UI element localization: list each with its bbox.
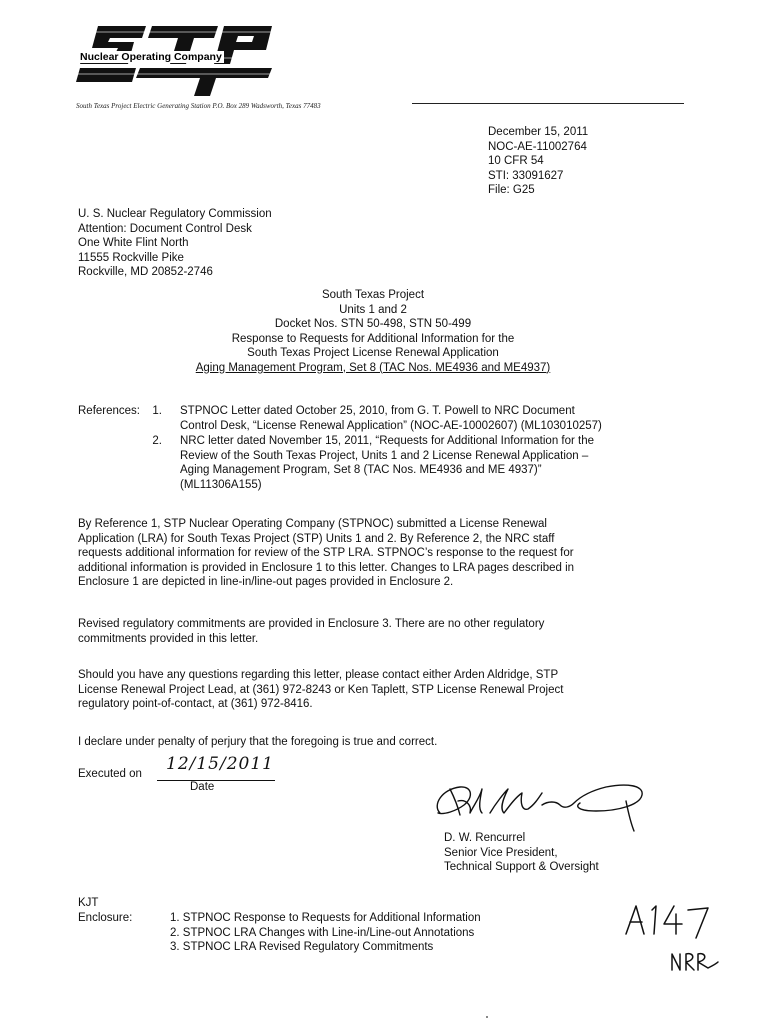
subject-line-underlined: Aging Management Program, Set 8 (TAC Nos. ME4936 and ME4937) [195, 361, 551, 374]
cfr-reference: 10 CFR 54 [488, 155, 544, 167]
letterhead-address: South Texas Project Electric Generating Station P.O. Box 289 Wadsworth, Texas 77483 [76, 102, 321, 110]
addressee-line: One White Flint North [78, 237, 189, 249]
handwritten-date: 12/15/2011 [166, 754, 274, 774]
references-label: References: [78, 405, 141, 417]
reference-line: NRC letter dated November 15, 2011, “Requests for Additional Information for the [180, 435, 595, 447]
sti-number: STI: 33091627 [488, 169, 564, 182]
document-meta [488, 125, 588, 198]
date-underline [157, 780, 275, 781]
paragraph-line: commitments provided in this letter. [78, 632, 259, 645]
doc-number: NOC-AE-11002764 [488, 140, 587, 153]
subject-line: South Texas Project License Renewal Application [247, 347, 499, 359]
typist-initials: KJT [78, 897, 99, 909]
enclosure-item: 1. STPNOC Response to Requests for Additional Information [170, 912, 481, 924]
paragraph-line: additional information is provided in Enclosure 1 to this letter. Changes to LRA pages described in [78, 561, 575, 574]
signatory-name: D. W. Rencurrel [444, 832, 526, 844]
scan-artifact [486, 1016, 488, 1018]
reference-line: Aging Management Program, Set 8 (TAC Nos. ME4936 and ME 4937)” [180, 464, 542, 476]
body-paragraph [78, 617, 690, 646]
paragraph-line: Application (LRA) for South Texas Project (STP) Units 1 and 2. By Reference 2, the NRC staff [78, 532, 555, 545]
signatory-title: Technical Support & Oversight [444, 861, 599, 873]
signatory-title: Senior Vice President, [444, 846, 558, 859]
paragraph-line: License Renewal Project Lead, at (361) 972-8243 or Ken Taplett, STP License Renewal Project [78, 683, 564, 696]
reference-line: Control Desk, “License Renewal Application” (NOC-AE-10002607) (ML103010257) [180, 419, 602, 432]
reference-line: Review of the South Texas Project, Units 1 and 2 License Renewal Application – [180, 449, 589, 462]
handwritten-signature [430, 775, 660, 835]
date-caption: Date [190, 781, 215, 793]
executed-label: Executed on [78, 768, 142, 780]
enclosure-list [170, 911, 481, 955]
subject-line: South Texas Project [321, 289, 425, 301]
paragraph-line: By Reference 1, STP Nuclear Operating Company (STPNOC) submitted a License Renewal [78, 518, 547, 530]
declaration-paragraph: I declare under penalty of perjury that the foregoing is true and correct. [78, 736, 438, 748]
subject-line: Docket Nos. STN 50-498, STN 50-499 [274, 318, 472, 330]
subject-line: Units 1 and 2 [339, 303, 407, 316]
letter-date: December 15, 2011 [488, 126, 589, 138]
enclosure-item: 3. STPNOC LRA Revised Regulatory Commitments [170, 941, 434, 953]
addressee-line: Rockville, MD 20852-2746 [78, 266, 213, 278]
body-paragraph [78, 668, 690, 712]
handwritten-note [622, 900, 732, 980]
enclosure-label: Enclosure: [78, 912, 133, 924]
paragraph-line: Enclosure 1 are depicted in line-in/line-out pages provided in Enclosure 2. [78, 576, 454, 588]
file-number: File: G25 [488, 184, 535, 196]
enclosure-item: 2. STPNOC LRA Changes with Line-in/Line-out Annotations [170, 926, 475, 939]
reference-line: STPNOC Letter dated October 25, 2010, from G. T. Powell to NRC Document [180, 405, 575, 417]
addressee-line: 11555 Rockville Pike [78, 251, 184, 264]
addressee-line: U. S. Nuclear Regulatory Commission [78, 208, 272, 220]
reference-number: 1. [152, 405, 162, 417]
addressee-block [78, 207, 272, 280]
reference-item [180, 434, 700, 492]
reference-number: 2. [152, 435, 162, 447]
letterhead-rule [412, 103, 684, 104]
paragraph-line: Should you have any questions regarding this letter, please contact either Arden Aldridge, STP [78, 669, 559, 681]
addressee-line: Attention: Document Control Desk [78, 222, 252, 235]
reference-item [180, 404, 700, 433]
paragraph-line: Revised regulatory commitments are provided in Enclosure 3. There are no other regulatory [78, 618, 545, 630]
company-name: Nuclear Operating Company [80, 51, 222, 63]
signatory-block [444, 831, 599, 875]
paragraph-line: regulatory point-of-contact, at (361) 972-8416. [78, 698, 313, 710]
reference-line: (ML11306A155) [180, 478, 262, 491]
paragraph-line: requests additional information for review of the STP LRA. STPNOC’s response to the request for [78, 547, 574, 559]
subject-line: Response to Requests for Additional Information for the [231, 332, 515, 345]
subject-block [78, 288, 668, 375]
body-paragraph [78, 517, 690, 590]
